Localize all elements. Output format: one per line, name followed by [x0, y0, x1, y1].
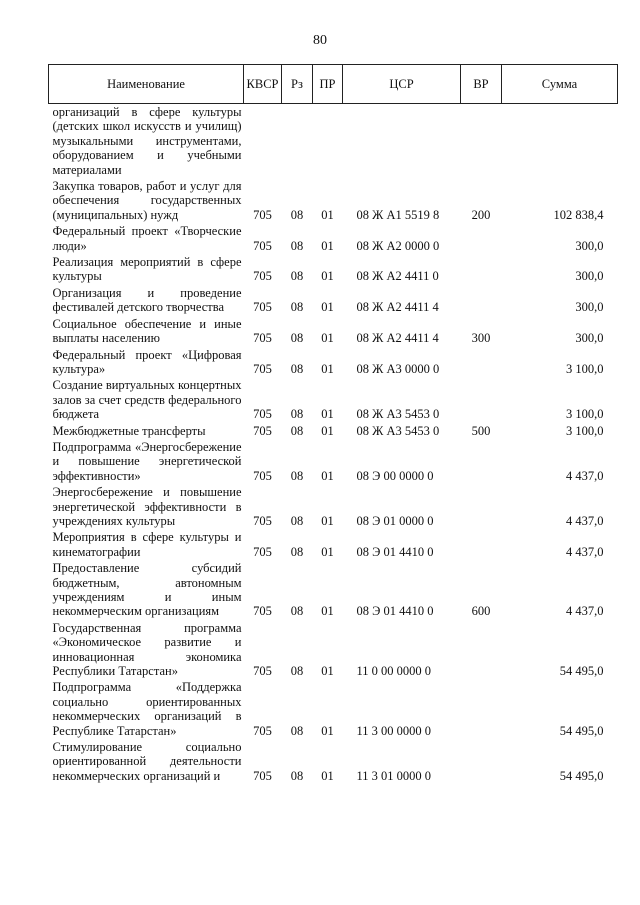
cell-vr: [461, 484, 502, 529]
cell-name: Закупка товаров, работ и услуг для обеспечения государственных (муниципальных) нужд: [52, 179, 242, 222]
cell-sum: 300,0: [575, 300, 604, 315]
table-row: [49, 679, 618, 739]
cell-vr: 600: [471, 604, 491, 619]
cell-vr: [461, 439, 502, 484]
cell-name: Социальное обеспечение и иные выплаты населению: [52, 316, 242, 346]
cell-kvsr: 705: [253, 331, 272, 346]
page-number: 80: [313, 33, 327, 48]
cell-pr: 01: [321, 664, 334, 679]
cell-sum: 54 495,0: [559, 723, 604, 738]
cell-sum: 3 100,0: [566, 361, 604, 376]
cell-sum: 4 437,0: [566, 513, 604, 528]
cell-vr: [461, 347, 502, 378]
cell-kvsr: [244, 104, 282, 179]
cell-kvsr: 705: [253, 768, 272, 783]
cell-pr: 01: [321, 513, 334, 528]
cell-kvsr: 705: [253, 604, 272, 619]
cell-csr: 08 Ж А1 5519 8: [356, 207, 440, 222]
cell-rz: 08: [290, 361, 304, 376]
cell-kvsr: 705: [253, 269, 272, 284]
cell-csr: 11 3 01 0000 0: [356, 768, 432, 783]
table-row: [49, 104, 618, 179]
table-row: [49, 316, 618, 347]
cell-pr: 01: [321, 300, 334, 315]
cell-sum: 300,0: [575, 238, 604, 253]
cell-name: Межбюджетные трансферты: [52, 423, 206, 438]
cell-name: Федеральный проект «Цифровая культура»: [52, 347, 242, 376]
cell-kvsr: 705: [253, 664, 272, 679]
cell-rz: 08: [290, 423, 304, 438]
cell-rz: 08: [290, 269, 304, 284]
cell-rz: [282, 104, 313, 179]
cell-csr: 08 Э 01 0000 0: [356, 513, 434, 528]
cell-csr: 08 Ж А2 0000 0: [356, 238, 440, 253]
cell-kvsr: 705: [253, 407, 272, 422]
cell-name: Создание виртуальных концертных залов за счет средств федерального бюджета: [52, 378, 242, 422]
cell-kvsr: 705: [253, 238, 272, 253]
table-row: [49, 254, 618, 285]
cell-name: Реализация мероприятий в сфере культуры: [52, 255, 242, 284]
cell-vr: [461, 620, 502, 680]
cell-kvsr: 705: [253, 468, 272, 483]
cell-pr: 01: [321, 269, 334, 284]
header-kvsr: КВСР: [244, 65, 282, 104]
cell-name: Подпрограмма «Энергосбережение и повышение энергетической эффективности»: [52, 439, 242, 483]
cell-name: организаций в сфере культуры (детских школ искусств и училищ) музыкальными инструментами, оборудованием и учебными материалами: [52, 105, 242, 177]
cell-sum: 300,0: [575, 331, 604, 346]
cell-pr: 01: [321, 207, 334, 222]
cell-rz: 08: [290, 513, 304, 528]
cell-csr: 08 Ж А3 0000 0: [356, 361, 440, 376]
cell-csr: 11 3 00 0000 0: [356, 723, 432, 738]
table-row: [49, 484, 618, 529]
cell-csr: 08 Ж А3 5453 0: [356, 407, 440, 422]
cell-rz: 08: [290, 331, 304, 346]
cell-pr: [313, 104, 343, 179]
cell-vr: 300: [471, 331, 491, 346]
cell-vr: [461, 679, 502, 739]
table-row: [49, 439, 618, 484]
table-row: [49, 347, 618, 378]
cell-kvsr: 705: [253, 513, 272, 528]
cell-vr: [461, 254, 502, 285]
table-row: [49, 223, 618, 254]
cell-csr: 08 Э 01 4410 0: [356, 604, 434, 619]
table-row: [49, 560, 618, 620]
cell-csr: 08 Ж А3 5453 0: [356, 423, 440, 438]
cell-sum: 54 495,0: [559, 664, 604, 679]
cell-pr: 01: [321, 238, 334, 253]
cell-kvsr: 705: [253, 300, 272, 315]
cell-vr: [461, 223, 502, 254]
cell-rz: 08: [290, 664, 304, 679]
cell-vr: 200: [471, 207, 491, 222]
table-row: [49, 620, 618, 680]
cell-vr: [461, 285, 502, 316]
cell-rz: 08: [290, 207, 304, 222]
cell-csr: [343, 104, 461, 179]
cell-name: Предоставление субсидий бюджетным, автономным учреждениям и иным некоммерческим организациям: [52, 561, 242, 619]
cell-pr: 01: [321, 768, 334, 783]
cell-vr: [461, 377, 502, 422]
cell-name: Энергосбережение и повышение энергетической эффективности в учреждениях культуры: [52, 485, 242, 528]
cell-csr: 11 0 00 0000 0: [356, 664, 432, 679]
cell-name: Мероприятия в сфере культуры и кинематографии: [52, 530, 242, 559]
cell-name: Организация и проведение фестивалей детского творчества: [52, 285, 242, 315]
header-pr: ПР: [313, 65, 343, 104]
cell-csr: 08 Э 01 4410 0: [356, 544, 434, 559]
cell-pr: 01: [321, 331, 334, 346]
table-row: [49, 529, 618, 560]
cell-name: Подпрограмма «Поддержка социально ориентированных некоммерческих организаций в Республике Татарстан»: [52, 680, 242, 738]
cell-name: Федеральный проект «Творческие люди»: [52, 224, 242, 253]
cell-rz: 08: [290, 238, 304, 253]
cell-pr: 01: [321, 544, 334, 559]
table-row: [49, 285, 618, 316]
cell-sum: 4 437,0: [566, 544, 604, 559]
table-row: [49, 423, 618, 439]
header-sum: Сумма: [502, 65, 618, 104]
cell-kvsr: 705: [253, 207, 272, 222]
cell-pr: 01: [321, 407, 334, 422]
cell-sum: 3 100,0: [566, 407, 604, 422]
cell-sum: [502, 104, 618, 179]
cell-csr: 08 Э 00 0000 0: [356, 468, 434, 483]
cell-rz: 08: [290, 300, 304, 315]
cell-vr: [461, 104, 502, 179]
cell-pr: 01: [321, 361, 334, 376]
cell-sum: 54 495,0: [559, 768, 604, 783]
cell-rz: 08: [290, 544, 304, 559]
cell-kvsr: 705: [253, 423, 272, 438]
table-header-row: [49, 65, 618, 104]
cell-csr: 08 Ж А2 4411 4: [356, 331, 439, 346]
cell-vr: [461, 529, 502, 560]
table-row: [49, 739, 618, 784]
cell-kvsr: 705: [253, 723, 272, 738]
cell-rz: 08: [290, 768, 304, 783]
cell-vr: 500: [471, 423, 491, 438]
cell-pr: 01: [321, 604, 334, 619]
header-name: Наименование: [49, 65, 244, 104]
cell-pr: 01: [321, 468, 334, 483]
cell-csr: 08 Ж А2 4411 0: [356, 269, 439, 284]
budget-table: [48, 64, 618, 784]
cell-sum: 3 100,0: [566, 423, 604, 438]
cell-rz: 08: [290, 604, 304, 619]
cell-rz: 08: [290, 407, 304, 422]
cell-sum: 4 437,0: [566, 468, 604, 483]
table-row: [49, 377, 618, 422]
cell-name: Стимулирование социально ориентированной деятельности некоммерческих организаций и: [52, 740, 242, 783]
cell-kvsr: 705: [253, 361, 272, 376]
cell-sum: 4 437,0: [566, 604, 604, 619]
table-row: [49, 178, 618, 223]
cell-rz: 08: [290, 723, 304, 738]
header-csr: ЦСР: [343, 65, 461, 104]
header-vr: ВР: [461, 65, 502, 104]
cell-sum: 300,0: [575, 269, 604, 284]
cell-rz: 08: [290, 468, 304, 483]
cell-vr: [461, 739, 502, 784]
cell-sum: 102 838,4: [553, 207, 604, 222]
cell-kvsr: 705: [253, 544, 272, 559]
cell-pr: 01: [321, 423, 334, 438]
header-rz: Рз: [282, 65, 313, 104]
cell-pr: 01: [321, 723, 334, 738]
cell-csr: 08 Ж А2 4411 4: [356, 300, 439, 315]
cell-name: Государственная программа «Экономическое развитие и инновационная экономика Республики Татарстан»: [52, 620, 242, 679]
